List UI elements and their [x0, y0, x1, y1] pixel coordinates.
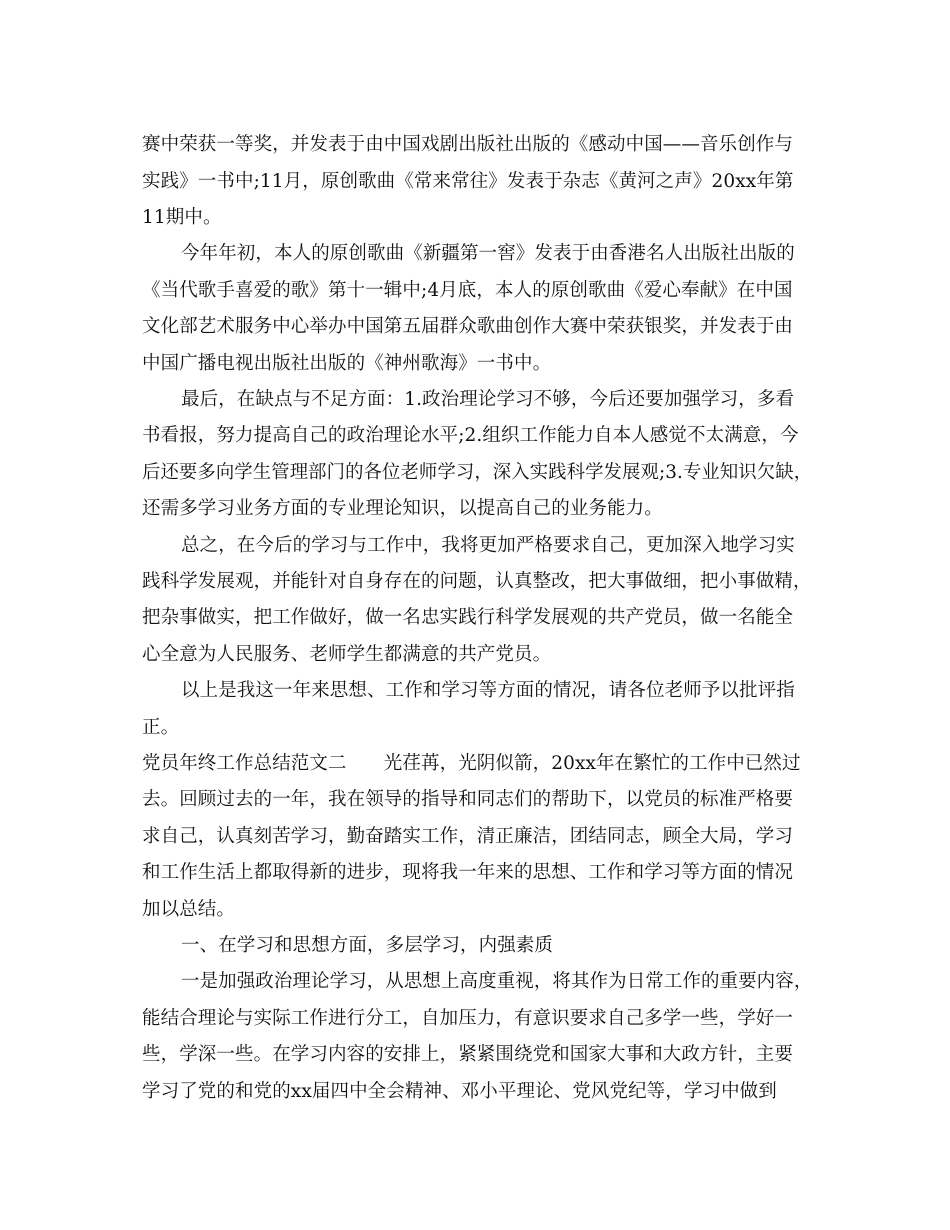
- text-line: 书看报，努力提高自己的政治理论水平;2.组织工作能力自本人感觉不太满意，今: [142, 425, 799, 446]
- section-heading-line: 党员年终工作总结范文二 光荏苒，光阴似箭，20xx年在繁忙的工作中已然过: [142, 753, 801, 774]
- text-line: 些，学深一些。在学习内容的安排上，紧紧围绕党和国家大事和大政方针，主要: [142, 1044, 794, 1065]
- text-line: 去。回顾过去的一年，我在领导的指导和同志们的帮助下，以党员的标准严格要: [142, 789, 794, 810]
- paragraph-start-line: 总之，在今后的学习与工作中，我将更加严格要求自己，更加深入地学习实: [181, 535, 795, 556]
- text-line: 《当代歌手喜爱的歌》第十一辑中;4月底，本人的原创歌曲《爱心奉献》在中国: [142, 280, 793, 301]
- text-line: 学习了党的和党的xx届四中全会精神、邓小平理论、党风党纪等，学习中做到: [142, 1081, 777, 1102]
- paragraph-start-line: 一是加强政治理论学习，从思想上高度重视，将其作为日常工作的重要内容，: [181, 971, 813, 992]
- text-line: 能结合理论与实际工作进行分工，自加压力，有意识要求自己多学一些，学好一: [142, 1008, 794, 1029]
- text-line: 还需多学习业务方面的专业理论知识，以提高自己的业务能力。: [142, 498, 663, 519]
- text-line: 实践》一书中;11月，原创歌曲《常来常往》发表于杂志《黄河之声》20xx年第: [142, 171, 794, 192]
- text-line: 心全意为人民服务、老师学生都满意的共产党员。: [142, 644, 552, 665]
- text-line: 赛中荣获一等奖，并发表于由中国戏剧出版社出版的《感动中国——音乐创作与: [142, 134, 794, 155]
- subheading-line: 一、在学习和思想方面，多层学习，内强素质: [181, 935, 554, 956]
- text-line: 中国广播电视出版社出版的《神州歌海》一书中。: [142, 353, 552, 374]
- text-line: 求自己，认真刻苦学习，勤奋踏实工作，清正廉洁，团结同志，顾全大局，学习: [142, 826, 794, 847]
- text-line: 后还要多向学生管理部门的各位老师学习，深入实践科学发展观;3.专业知识欠缺，: [142, 462, 813, 483]
- text-line: 践科学发展观，并能针对自身存在的问题，认真整改，把大事做细，把小事做精，: [142, 571, 812, 592]
- paragraph-start-line: 以上是我这一年来思想、工作和学习等方面的情况，请各位老师予以批评指: [181, 680, 795, 701]
- text-line: 把杂事做实，把工作做好，做一名忠实践行科学发展观的共产党员，做一名能全: [142, 607, 794, 628]
- paragraph-start-line: 今年年初，本人的原创歌曲《新疆第一窖》发表于由香港名人出版社出版的: [181, 243, 795, 264]
- paragraph-start-line: 最后，在缺点与不足方面：1.政治理论学习不够，今后还要加强学习，多看: [181, 389, 795, 410]
- text-line: 文化部艺术服务中心举办中国第五届群众歌曲创作大赛中荣获银奖，并发表于由: [142, 316, 794, 337]
- text-line: 和工作生活上都取得新的进步，现将我一年来的思想、工作和学习等方面的情况: [142, 862, 794, 883]
- text-line: 11期中。: [142, 207, 222, 228]
- text-line: 正。: [142, 717, 180, 738]
- text-line: 加以总结。: [142, 899, 236, 920]
